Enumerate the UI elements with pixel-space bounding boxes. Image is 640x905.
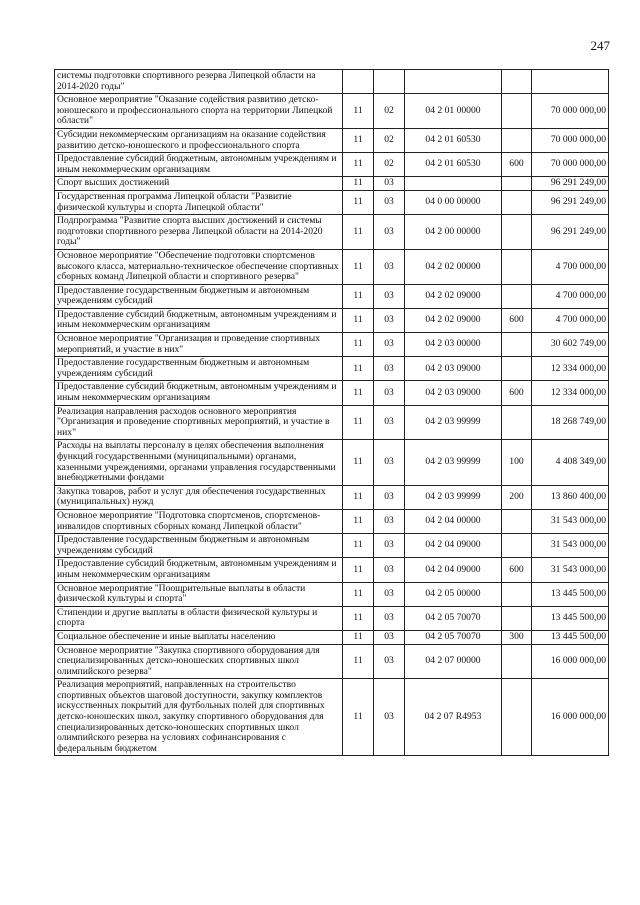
row-name-cell: Государственная программа Липецкой области "Развитие физической культуры и спорта Липецкой области" [55, 190, 343, 214]
row-target-article-cell [405, 177, 502, 191]
row-subsection-code-cell: 03 [374, 644, 405, 679]
row-amount-cell: 31 543 000,00 [532, 509, 609, 533]
row-amount-cell: 30 602 749,00 [532, 333, 609, 357]
row-subsection-code-cell: 03 [374, 509, 405, 533]
row-target-article-cell: 04 2 01 60530 [405, 153, 502, 177]
row-section-code-cell: 11 [343, 606, 374, 630]
row-section-code-cell: 11 [343, 558, 374, 582]
row-section-code-cell: 11 [343, 153, 374, 177]
row-expense-type-cell [502, 177, 532, 191]
row-subsection-code-cell: 03 [374, 308, 405, 332]
row-section-code-cell: 11 [343, 190, 374, 214]
table-row [55, 177, 609, 191]
row-section-code-cell: 11 [343, 440, 374, 485]
row-amount-cell [532, 70, 609, 94]
budget-table-body [55, 70, 609, 756]
row-amount-cell: 70 000 000,00 [532, 94, 609, 129]
row-subsection-code-cell: 03 [374, 606, 405, 630]
row-name-cell: Основное мероприятие "Обеспечение подготовки спортсменов высокого класса, материально-техническое обеспечение спортивных сборных команд Липецкой области и спортивного резерва" [55, 249, 343, 284]
table-row [55, 284, 609, 308]
row-amount-cell: 96 291 249,00 [532, 215, 609, 250]
row-expense-type-cell: 600 [502, 308, 532, 332]
row-target-article-cell: 04 2 05 70070 [405, 630, 502, 644]
row-expense-type-cell [502, 215, 532, 250]
row-target-article-cell: 04 2 03 99999 [405, 405, 502, 440]
budget-table [54, 69, 609, 756]
row-expense-type-cell: 200 [502, 485, 532, 509]
row-name-cell: Основное мероприятие "Подготовка спортсменов, спортсменов-инвалидов спортивных сборных команд Липецкой области" [55, 509, 343, 533]
row-expense-type-cell [502, 509, 532, 533]
row-subsection-code-cell: 03 [374, 405, 405, 440]
table-row [55, 215, 609, 250]
row-section-code-cell: 11 [343, 249, 374, 284]
row-subsection-code-cell: 03 [374, 215, 405, 250]
row-name-cell: Реализация направления расходов основного мероприятия "Организация и проведение спортивных мероприятий, и участие в них" [55, 405, 343, 440]
row-name-cell: Предоставление субсидий бюджетным, автономным учреждениям и иным некоммерческим организациям [55, 558, 343, 582]
row-name-cell: Предоставление государственным бюджетным и автономным учреждениям субсидий [55, 284, 343, 308]
row-expense-type-cell [502, 128, 532, 152]
row-name-cell: Предоставление государственным бюджетным и автономным учреждениям субсидий [55, 357, 343, 381]
row-target-article-cell: 04 2 01 60530 [405, 128, 502, 152]
row-name-cell: Расходы на выплаты персоналу в целях обеспечения выполнения функций государственными (муниципальными) органами, казенными учреждениями, органами управления государственными внебюджетными фондами [55, 440, 343, 485]
row-subsection-code-cell: 03 [374, 357, 405, 381]
row-amount-cell: 13 445 500,00 [532, 606, 609, 630]
row-amount-cell: 18 268 749,00 [532, 405, 609, 440]
row-expense-type-cell [502, 405, 532, 440]
row-amount-cell: 4 700 000,00 [532, 284, 609, 308]
table-row [55, 405, 609, 440]
row-subsection-code-cell: 03 [374, 582, 405, 606]
row-target-article-cell: 04 2 00 00000 [405, 215, 502, 250]
row-expense-type-cell [502, 70, 532, 94]
table-row [55, 558, 609, 582]
row-expense-type-cell [502, 284, 532, 308]
row-amount-cell: 12 334 000,00 [532, 357, 609, 381]
row-target-article-cell: 04 0 00 00000 [405, 190, 502, 214]
row-name-cell: Подпрограмма "Развитие спорта высших достижений и системы подготовки спортивного резерва Липецкой области на 2014-2020 годы" [55, 215, 343, 250]
row-target-article-cell: 04 2 05 00000 [405, 582, 502, 606]
row-amount-cell: 31 543 000,00 [532, 558, 609, 582]
row-name-cell: Социальное обеспечение и иные выплаты населению [55, 630, 343, 644]
row-section-code-cell: 11 [343, 509, 374, 533]
row-name-cell: Предоставление субсидий бюджетным, автономным учреждениям и иным некоммерческим организациям [55, 381, 343, 405]
row-subsection-code-cell: 03 [374, 679, 405, 756]
row-name-cell: Стипендии и другие выплаты в области физической культуры и спорта [55, 606, 343, 630]
row-amount-cell: 96 291 249,00 [532, 190, 609, 214]
row-name-cell: Спорт высших достижений [55, 177, 343, 191]
row-name-cell: системы подготовки спортивного резерва Липецкой области на 2014-2020 годы" [55, 70, 343, 94]
table-row [55, 70, 609, 94]
row-amount-cell: 13 860 400,00 [532, 485, 609, 509]
row-name-cell: Основное мероприятие "Закупка спортивного оборудования для специализированных детско-юношеских спортивных школ олимпийского резерва" [55, 644, 343, 679]
row-target-article-cell: 04 2 04 00000 [405, 509, 502, 533]
row-subsection-code-cell: 03 [374, 485, 405, 509]
row-target-article-cell: 04 2 07 R4953 [405, 679, 502, 756]
row-name-cell: Предоставление субсидий бюджетным, автономным учреждениям и иным некоммерческим организациям [55, 308, 343, 332]
table-row [55, 333, 609, 357]
row-expense-type-cell [502, 94, 532, 129]
row-expense-type-cell [502, 534, 532, 558]
row-target-article-cell: 04 2 02 09000 [405, 284, 502, 308]
row-target-article-cell: 04 2 07 00000 [405, 644, 502, 679]
row-expense-type-cell [502, 582, 532, 606]
row-section-code-cell: 11 [343, 679, 374, 756]
row-section-code-cell: 11 [343, 284, 374, 308]
row-name-cell: Основное мероприятие "Организация и проведение спортивных мероприятий, и участие в них" [55, 333, 343, 357]
row-target-article-cell: 04 2 01 00000 [405, 94, 502, 129]
row-section-code-cell: 11 [343, 644, 374, 679]
row-expense-type-cell [502, 333, 532, 357]
row-target-article-cell: 04 2 04 09000 [405, 534, 502, 558]
row-section-code-cell: 11 [343, 405, 374, 440]
row-section-code-cell: 11 [343, 534, 374, 558]
table-row [55, 485, 609, 509]
row-section-code-cell: 11 [343, 630, 374, 644]
row-expense-type-cell: 300 [502, 630, 532, 644]
row-section-code-cell: 11 [343, 582, 374, 606]
row-amount-cell: 13 445 500,00 [532, 582, 609, 606]
row-expense-type-cell [502, 644, 532, 679]
row-name-cell: Предоставление субсидий бюджетным, автономным учреждениям и иным некоммерческим организациям [55, 153, 343, 177]
row-target-article-cell: 04 2 03 00000 [405, 333, 502, 357]
row-subsection-code-cell: 03 [374, 534, 405, 558]
row-amount-cell: 70 000 000,00 [532, 128, 609, 152]
row-amount-cell: 16 000 000,00 [532, 679, 609, 756]
row-amount-cell: 70 000 000,00 [532, 153, 609, 177]
table-row [55, 190, 609, 214]
row-section-code-cell: 11 [343, 94, 374, 129]
row-amount-cell: 4 700 000,00 [532, 308, 609, 332]
table-row [55, 644, 609, 679]
table-row [55, 534, 609, 558]
table-row [55, 440, 609, 485]
row-name-cell: Основное мероприятие "Оказание содействия развитию детско-юношеского и профессионального спорта на территории Липецкой области" [55, 94, 343, 129]
table-row [55, 630, 609, 644]
table-row [55, 153, 609, 177]
row-amount-cell: 16 000 000,00 [532, 644, 609, 679]
row-expense-type-cell: 100 [502, 440, 532, 485]
row-subsection-code-cell: 03 [374, 177, 405, 191]
row-subsection-code-cell: 03 [374, 558, 405, 582]
table-row [55, 582, 609, 606]
row-section-code-cell: 11 [343, 308, 374, 332]
row-target-article-cell: 04 2 02 00000 [405, 249, 502, 284]
row-name-cell: Предоставление государственным бюджетным и автономным учреждениям субсидий [55, 534, 343, 558]
row-name-cell: Реализация мероприятий, направленных на строительство спортивных объектов шаговой доступности, закупку комплектов искусственных покрытий для футбольных полей для спортивных детско-юношеских школ, закупку спортивного оборудования для специализированных детско-юношеских спортивных школ олимпийского резерва на условиях софинансирования с федеральным бюджетом [55, 679, 343, 756]
row-subsection-code-cell: 03 [374, 333, 405, 357]
row-subsection-code-cell: 02 [374, 94, 405, 129]
row-section-code-cell: 11 [343, 177, 374, 191]
row-amount-cell: 96 291 249,00 [532, 177, 609, 191]
row-target-article-cell: 04 2 03 99999 [405, 440, 502, 485]
row-expense-type-cell [502, 249, 532, 284]
row-target-article-cell: 04 2 02 09000 [405, 308, 502, 332]
table-row [55, 128, 609, 152]
row-section-code-cell: 11 [343, 128, 374, 152]
table-row [55, 509, 609, 533]
table-row [55, 381, 609, 405]
row-target-article-cell: 04 2 04 09000 [405, 558, 502, 582]
row-subsection-code-cell: 03 [374, 630, 405, 644]
table-row [55, 679, 609, 756]
row-expense-type-cell [502, 606, 532, 630]
row-subsection-code-cell: 03 [374, 381, 405, 405]
row-section-code-cell: 11 [343, 357, 374, 381]
page-number: 247 [590, 38, 610, 53]
row-name-cell: Закупка товаров, работ и услуг для обеспечения государственных (муниципальных) нужд [55, 485, 343, 509]
row-expense-type-cell: 600 [502, 153, 532, 177]
row-section-code-cell: 11 [343, 381, 374, 405]
row-subsection-code-cell: 03 [374, 440, 405, 485]
row-expense-type-cell: 600 [502, 381, 532, 405]
table-row [55, 94, 609, 129]
row-expense-type-cell: 600 [502, 558, 532, 582]
table-row [55, 606, 609, 630]
row-target-article-cell: 04 2 03 09000 [405, 357, 502, 381]
row-subsection-code-cell: 03 [374, 249, 405, 284]
row-section-code-cell: 11 [343, 485, 374, 509]
row-target-article-cell [405, 70, 502, 94]
row-expense-type-cell [502, 357, 532, 381]
row-subsection-code-cell [374, 70, 405, 94]
row-amount-cell: 31 543 000,00 [532, 534, 609, 558]
row-amount-cell: 13 445 500,00 [532, 630, 609, 644]
row-amount-cell: 4 408 349,00 [532, 440, 609, 485]
table-row [55, 249, 609, 284]
row-name-cell: Основное мероприятие "Поощрительные выплаты в области физической культуры и спорта" [55, 582, 343, 606]
row-amount-cell: 4 700 000,00 [532, 249, 609, 284]
row-expense-type-cell [502, 679, 532, 756]
row-subsection-code-cell: 03 [374, 284, 405, 308]
row-amount-cell: 12 334 000,00 [532, 381, 609, 405]
row-subsection-code-cell: 02 [374, 153, 405, 177]
row-target-article-cell: 04 2 05 70070 [405, 606, 502, 630]
row-expense-type-cell [502, 190, 532, 214]
row-target-article-cell: 04 2 03 09000 [405, 381, 502, 405]
row-target-article-cell: 04 2 03 99999 [405, 485, 502, 509]
row-subsection-code-cell: 03 [374, 190, 405, 214]
row-section-code-cell: 11 [343, 333, 374, 357]
table-row [55, 357, 609, 381]
table-row [55, 308, 609, 332]
row-name-cell: Субсидии некоммерческим организациям на оказание содействия развитию детско-юношеского и профессионального спорта [55, 128, 343, 152]
row-subsection-code-cell: 02 [374, 128, 405, 152]
row-section-code-cell [343, 70, 374, 94]
row-section-code-cell: 11 [343, 215, 374, 250]
